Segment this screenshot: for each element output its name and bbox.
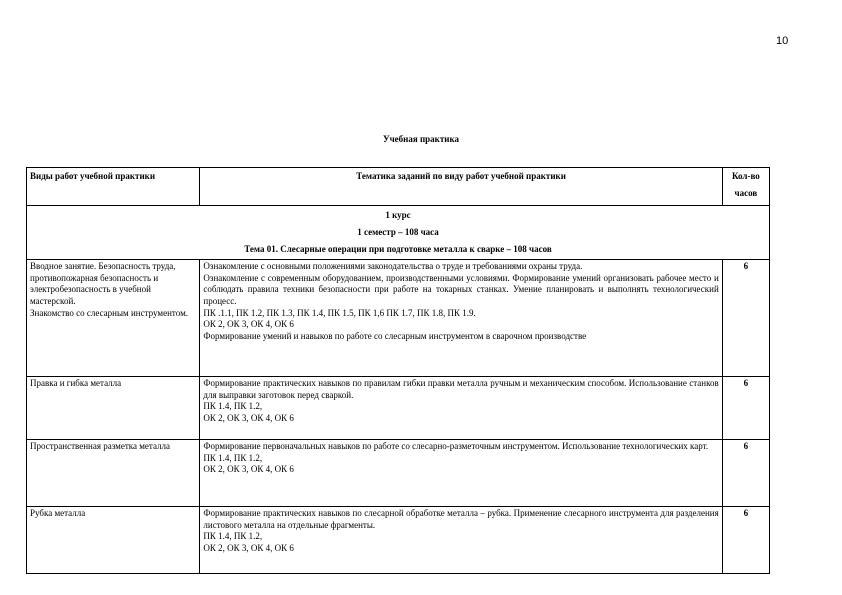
competency-ok: ОК 2, ОК 3, ОК 4, ОК 6 — [203, 319, 294, 330]
work-type-text: Правка и гибка металла — [30, 378, 122, 388]
table-row — [27, 377, 770, 440]
semester-label: 1 семестр – 108 часа — [357, 227, 439, 237]
header-hours — [722, 168, 769, 206]
table-row — [27, 440, 770, 507]
header-hours-line1: Кол-во — [731, 171, 760, 181]
topic-text: Ознакомление с основными положениями законодательства о труде и требованиями охраны труда. — [203, 261, 583, 271]
competency-ok: ОК 2, ОК 3, ОК 4, ОК 6 — [203, 464, 294, 475]
work-type-cell — [27, 260, 200, 377]
hours-cell: 6 — [722, 440, 769, 507]
topic-text: Формирование практических навыков по правилам гибки правки металла ручным и механическим способом. Использование станков для выправки заготовок перед сваркой. — [203, 378, 719, 400]
topic-cell — [200, 440, 722, 507]
work-type-text: Знакомство со слесарным инструментом. — [30, 307, 189, 318]
topic-cell — [200, 260, 722, 377]
topic-text: Ознакомление с современным оборудованием, производственными условиями. Формирование умений организовать рабочее место и соблюдать правила техники безопасности при работе на токарных станках. Умение планировать и выполнять технологический процесс. — [203, 272, 719, 307]
table-row — [27, 507, 770, 574]
table-row — [27, 260, 770, 377]
work-type-cell — [27, 377, 200, 440]
competency-pk: ПК .1.1, ПК 1.2, ПК 1.3, ПК 1.4, ПК 1.5, ПК 1,6 ПК 1.7, ПК 1.8, ПК 1.9. — [203, 307, 476, 318]
work-type-text: Вводное занятие. Безопасность труда, противопожарная безопасность и электробезопасность в учебной мастерской. — [30, 261, 176, 307]
topic-text: Формирование первоначальных навыков по работе со слесарно-разметочным инструментом. Использование технологических карт. — [203, 441, 709, 451]
topic-cell — [200, 377, 722, 440]
competency-pk: ПК 1.4, ПК 1.2, — [203, 452, 263, 463]
hours-cell: 6 — [722, 507, 769, 574]
course-cell — [27, 206, 770, 260]
hours-cell: 6 — [722, 260, 769, 377]
header-topics: Тематика заданий по виду работ учебной практики — [200, 168, 722, 206]
hours-cell: 6 — [722, 377, 769, 440]
competency-ok: ОК 2, ОК 3, ОК 4, ОК 6 — [203, 543, 294, 554]
document-title: Учебная практика — [382, 134, 459, 144]
header-hours-line2: часов — [734, 188, 758, 198]
course-row — [27, 206, 770, 260]
course-label: 1 курс — [385, 210, 411, 220]
work-type-cell — [27, 440, 200, 507]
competency-pk: ПК 1.4, ПК 1.2, — [203, 401, 263, 412]
topic-text: Формирование практических навыков по слесарной обработке металла – рубка. Применение слесарного инструмента для разделения листового металла на отдельные фрагменты. — [203, 508, 719, 530]
topic-cell — [200, 507, 722, 574]
practice-table — [26, 167, 770, 574]
work-type-cell — [27, 507, 200, 574]
page-number: 10 — [776, 35, 789, 47]
work-type-text: Рубка металла — [30, 508, 86, 518]
header-work-types: Виды работ учебной практики — [27, 168, 200, 206]
work-type-text: Пространственная разметка металла — [30, 441, 171, 451]
table-header-row — [27, 168, 770, 206]
competency-ok: ОК 2, ОК 3, ОК 4, ОК 6 — [203, 413, 294, 424]
theme-label: Тема 01. Слесарные операции при подготовке металла к сварке – 108 часов — [244, 244, 552, 254]
competency-pk: ПК 1.4, ПК 1.2, — [203, 531, 263, 542]
topic-text: Формирование умений и навыков по работе со слесарным инструментом в сварочном производстве — [203, 331, 587, 342]
